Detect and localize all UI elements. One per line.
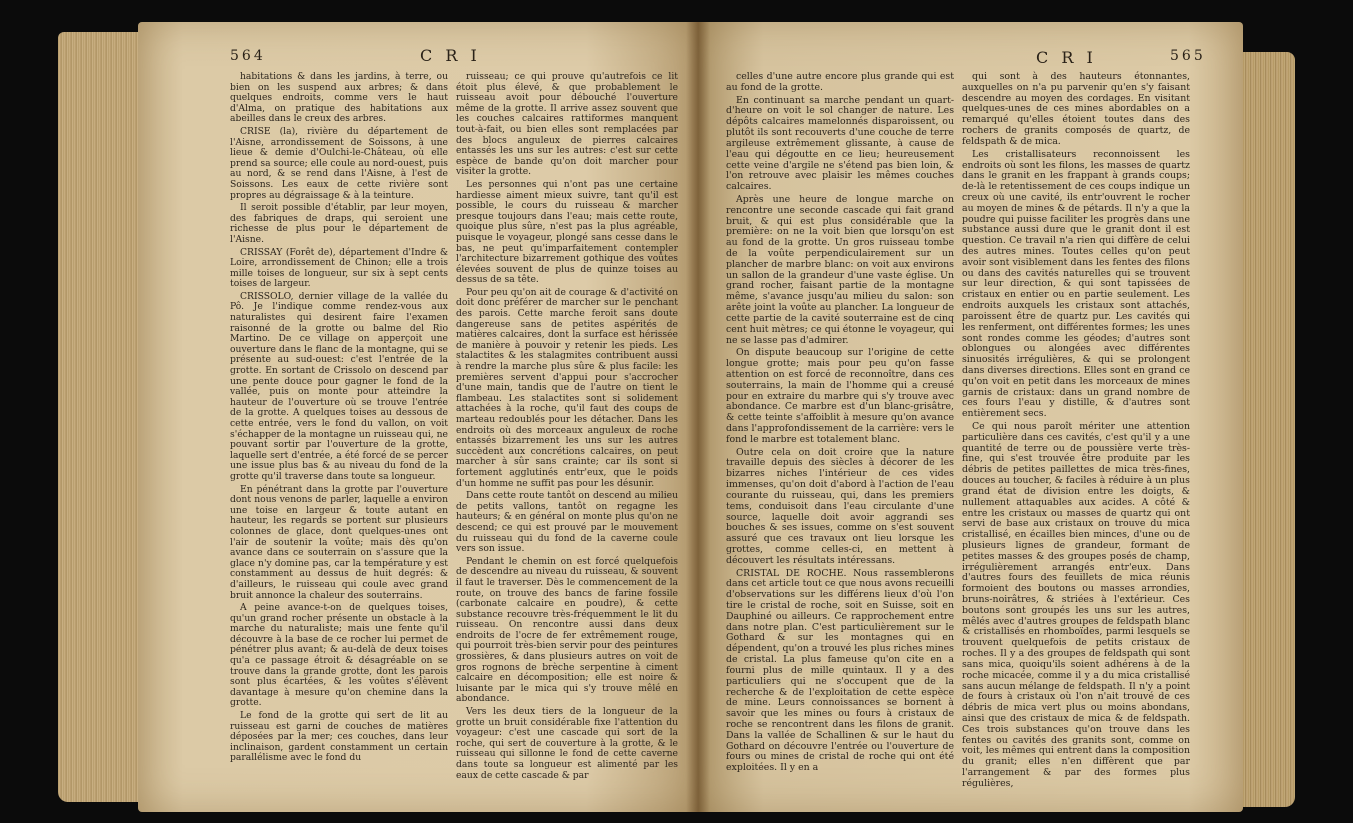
paragraph: A peine avance-t-on de quelques toises, qu'un grand rocher présente un obstacle à la marche du naturaliste; mais une fente qu'il découvre à la base de ce rocher lui permet de pénétrer plus avant; & au-delà de deux toises qu'a ce passage étroit & désagréable on se trouve dans la grande grotte, dont les parois sont plus écartées, & les voûtes s'élèvent davantage à mesure qu'on chemine dans la grotte. bbox=[230, 602, 448, 709]
paragraph: CRISE (la), rivière du département de l'Aisne, arrondissement de Soissons, à une lieue & demie d'Oulchi-le-Château, où elle prend sa source; elle coule au nord-ouest, puis au nord, & se rend dans l'Aisne, à l'est de Soissons. Les eaux de cette rivière sont propres au dégraissage & à la teinture. bbox=[230, 125, 448, 201]
left-page-header bbox=[230, 48, 680, 70]
right-page bbox=[698, 22, 1243, 812]
left-page-column-1 bbox=[230, 72, 448, 764]
paragraph: ruisseau; ce qui prouve qu'autrefois ce lit étoit plus élevé, & que probablement le ruisseau avoit pour débouché l'ouverture même de la grotte. Il arrive assez souvent que les couches calcaires rattiformes manquent tout-à-fait, ou bien elles sont remplacées par des blocs anguleux de pierres calcaires entassés les uns sur les autres: c'est sur cette espèce de bande qu'on doit marcher pour visiter la grotte. bbox=[456, 71, 678, 178]
book-gutter bbox=[686, 22, 710, 812]
paragraph: Ce qui nous paroît mériter une attention particulière dans ces cavités, c'est qu'il y a une quantité de terre ou de poussière verte très-fine, qui s'est trouvée être produite par les débris de petites paillettes de mica très-fines, douces au toucher, & faciles à réduire à un plus grand état de division entre les doigts, & nullement attaquables aux acides. A côté & entre les cristaux ou masses de quartz qui ont servi de base aux cristaux on trouve du mica cristallisé, en écailles bien minces, d'une ou de plusieurs lignes de grandeur, formant de petites masses & des groupes posés de champ, irrégulièrement arrangés entr'eux. Dans d'autres fours des feuillets de mica réunis formoient des boutons ou masses arrondies, bruns-noirâtres, & striées à l'extérieur. Ces boutons sont groupés les uns sur les autres, mêlés avec d'autres groupes de feldspath blanc & cristallisés en rhomboïdes, parmi lesquels se trouvent quelquefois de petits cristaux de roches. Il y a des groupes de feldspath qui sont sans mica, quoiqu'ils soient adhérens à de la roche micacée, comme il y a du mica cristallisé sans aucun mélange de feldspath. Il n'y a point de fours à cristaux où l'on n'ait trouvé de ces débris de mica vert plus ou moins abondans, ainsi que des cristaux de mica & de feldspath. Ces trois substances qu'on trouve dans les fentes ou cavités des granits sont, comme on voit, les mêmes qui entrent dans la composition du granit; elles n'en diffèrent que par l'arrangement & par des formes plus régulières, bbox=[962, 421, 1190, 789]
right-page-header bbox=[726, 48, 1216, 70]
page-number-right: 565 bbox=[1170, 48, 1206, 64]
left-page bbox=[138, 22, 698, 812]
right-page-column-2 bbox=[962, 72, 1190, 790]
paragraph: celles d'une autre encore plus grande qui est au fond de la grotte. bbox=[726, 71, 954, 93]
paragraph: Vers les deux tiers de la longueur de la grotte un bruit considérable fixe l'attention du voyageur: c'est une cascade qui sort de la roche, qui sert de couverture à la grotte, & le ruisseau qui sillonne le fond de cette caverne dans toute sa longueur est alimenté par les eaux de cette cascade & par bbox=[456, 706, 678, 781]
right-page-column-1 bbox=[726, 72, 954, 774]
paragraph: Dans cette route tantôt on descend au milieu de petits vallons, tantôt on regagne les hauteurs; & en général on monte plus qu'on ne descend; ce qui est prouvé par le mouvement du ruisseau qui du fond de la caverne coule vers son issue. bbox=[456, 490, 678, 555]
paragraph: CRISTAL DE ROCHE. Nous rassemblerons dans cet article tout ce que nous avons recueilli d'observations sur les différens lieux d'où l'on tire le cristal de roche, soit en Suisse, soit en Dauphiné ou ailleurs. Ce rapprochement entre dans notre plan. C'est particulièrement sur le Gothard & sur les montagnes qui en dépendent, qu'on a trouvé les plus riches mines de cristal. La plus fameuse qu'on cite en a fourni plus de mille quintaux. Il y a des particuliers qui ne s'occupent que de la recherche & de l'exploitation de cette espèce de mine. Leurs connoissances se bornent à savoir que les mines ou fours à cristaux de roche se rencontrent dans les filons de granit. Dans la vallée de Schallinen & sur le haut du Gothard on découvre l'entrée ou l'ouverture de fours ou mines de cristal de roche qui ont été exploitées. Il y en a bbox=[726, 567, 954, 774]
paragraph: Les cristallisateurs reconnoissent les endroits où sont les filons, les masses de quartz dans le granit en les frappant à grands coups; de-là le retentissement de ces coups indique un creux où une cavité, ils entr'ouvrent le rocher au moyen de mines & de pétards. Il n'y a que la poudre qui puisse faciliter les progrès dans une substance aussi dure que le granit dont il est question. Ce travail n'a rien qui diffère de celui des autres mines. Toutes celles qu'on peut avoir sont visiblement dans les fentes des filons ou dans des cavités naturelles qui se trouvent sur leur direction, & qui sont tapissées de cristaux en entier ou en partie seulement. Les endroits auxquels les cristaux sont attachés, paroissent être de quartz pur. Les cavités qui les renferment, ont différentes formes; les unes sont rondes comme les géodes; d'autres sont oblongues ou alongées avec différentes sinuosités irrégulières, & qui se prolongent dans diverses directions. Elles sont en grand ce qu'on voit en petit dans les morceaux de mines garnis de cristaux: dans un grand nombre de ces fours l'eau y distille, & d'autres sont entièrement secs. bbox=[962, 148, 1190, 420]
left-page-column-2 bbox=[456, 72, 678, 781]
paragraph: Après une heure de longue marche on rencontre une seconde cascade qui fait grand bruit, & qui est plus considérable que la première: on ne la voit bien que lorsqu'on est au fond de la grotte. Un gros ruisseau tombe de la voûte perpendiculairement sur un plancher de marbre blanc: on voit aux environs un sallon de la grandeur d'une vaste église. Un grand rocher, faisant partie de la montagne même, s'avance jusqu'au milieu du salon: son arête joint la voûte au plancher. La longueur de cette partie de la cavité souterraine est de cinq cent huit mètres; ce qui étonne le voyageur, qui ne se lasse pas d'admirer. bbox=[726, 193, 954, 346]
paragraph: CRISSOLO, dernier village de la vallée du Pô. Je l'indique comme rendez-vous aux naturalistes qui desirent faire l'examen raisonné de la grotte ou balme del Rio Martino. De ce village on apperçoit une ouverture dans le flanc de la montagne, qui se présente au sud-ouest: c'est l'entrée de la grotte. En sortant de Crissolo on descend par une pente douce pour gagner le fond de la vallée, puis on monte pour atteindre la hauteur de l'ouverture où se trouve l'entrée de la grotte. A quelques toises au dessous de cette entrée, vers le fond du vallon, on voit s'échapper de la montagne un ruisseau qui, ne pouvant sortir par l'ouverture de la grotte, laquelle sert d'entrée, a été forcé de se percer une issue plus bas & au niveau du fond de la grotte qu'il traverse dans toute sa longueur. bbox=[230, 290, 448, 482]
paragraph: Le fond de la grotte qui sert de lit au ruisseau est garni de couches de matières déposées par la mer; ces couches, dans leur inclinaison, gardent constamment un certain parallélisme avec le fond du bbox=[230, 710, 448, 764]
paragraph: En continuant sa marche pendant un quart-d'heure on voit le sol changer de nature. Les dépôts calcaires mamelonnés disparoissent, ou plutôt ils sont recouverts d'une couche de terre argileuse extrêmement glissante, à cause de l'eau qui dégoutte en ce lieu; heureusement cette veine d'argile ne s'étend pas bien loin, & l'on retrouve avec plaisir les mêmes couches calcaires. bbox=[726, 94, 954, 193]
paragraph: Pendant le chemin on est forcé quelquefois de descendre au niveau du ruisseau, & souvent il faut le traverser. Dès le commencement de la route, on trouve des bancs de farine fossile (carbonate calcaire en poudre), & cette substance recouvre très-fréquemment le lit du ruisseau. On rencontre aussi dans deux endroits de l'ocre de fer extrêmement rouge, qui pourroit très-bien servir pour des peintures grossières, & dans plusieurs autres on voit de gros rognons de brèche serpentine à ciment calcaire en décomposition; elle est noire & luisante par le mica qui s'y trouve mêlé en abondance. bbox=[456, 555, 678, 705]
open-book bbox=[58, 22, 1295, 812]
paragraph: On dispute beaucoup sur l'origine de cette longue grotte; mais pour peu qu'on fasse attention on est forcé de reconnoître, dans ces souterrains, la main de l'homme qui a creusé pour en extraire du marbre qui s'y trouve avec abondance. Ce marbre est d'un blanc-grisâtre, & cette teinte s'affoiblit à mesure qu'on avance dans l'approfondissement de la carrière: vers le fond le marbre est totalement blanc. bbox=[726, 347, 954, 445]
book-page-edges-left bbox=[58, 32, 148, 802]
paragraph: Les personnes qui n'ont pas une certaine hardiesse aiment mieux suivre, tant qu'il est possible, le cours du ruisseau & marcher presque toujours dans l'eau; mais cette route, quoique plus sûre, n'est pas la plus agréable, puisque le voyageur, plongé sans cesse dans le bas, ne peut qu'imparfaitement contempler l'architecture bizarrement gothique des voûtes élevées souvent de plus de quinze toises au dessus de sa tête. bbox=[456, 178, 678, 286]
running-head-right: C R I bbox=[1036, 48, 1097, 67]
paragraph: Outre cela on doit croire que la nature travaille depuis des siècles à décorer de les bizarres niches l'intérieur de ces vides immenses, qu'on doit d'abord à l'action de l'eau courante du ruisseau, qui, dans les premiers tems, conduisoit dans l'eau circulante d'une source, laquelle doit avoir aggrandi ses bouches & ses issues, comme on s'est souvent assuré que ces travaux ont lieu lorsque les grottes, comme celles-ci, en mettent à découvert les résultats intéressans. bbox=[726, 446, 954, 566]
paragraph: En pénétrant dans la grotte par l'ouverture dont nous venons de parler, laquelle a environ une toise en largeur & toute autant en hauteur, les regards se portent sur plusieurs colonnes de glace, dont quelques-unes ont l'air de soutenir la voûte; mais dès qu'on avance dans ce souterrain on s'assure que la glace n'y domine pas, car la température y est constamment au dessus de huit degrés: & d'ailleurs, le ruisseau qui coule avec grand bruit annonce la chaleur des souterrains. bbox=[230, 483, 448, 601]
paragraph: CRISSAY (Forêt de), département d'Indre & Loire, arrondissement de Chinon; elle a trois mille toises de longueur, sur six à sept cents toises de largeur. bbox=[230, 246, 448, 290]
running-head-left: C R I bbox=[420, 46, 481, 65]
paragraph: Pour peu qu'on ait de courage & d'activité on doit donc préférer de marcher sur le penchant des parois. Cette marche feroit sans doute dangereuse sans de petites aspérités de matières calcaires, dont la surface est hérissée de manière à pouvoir y retenir les pieds. Les stalactites & les stalagmites contribuent aussi à rendre la marche plus sûre & plus facile: les premières servent d'appui pour s'accrocher d'une main, tandis que de l'autre on tient le flambeau. Les stalactites sont si solidement attachées à la roche, qu'il faut des coups de marteau redoublés pour les détacher. Dans les endroits où des morceaux anguleux de roche entassés bizarrement les uns sur les autres succèdent aux concrétions calcaires, on peut marcher à sûr sans crainte; car ils sont si fortement agglutinés entr'eux, que le poids d'un homme ne suffit pas pour les désunir. bbox=[456, 286, 678, 489]
paragraph: qui sont à des hauteurs étonnantes, auxquelles on n'a pu parvenir qu'en s'y faisant descendre au moyen des cordages. En visitant quelques-unes de ces mines abordables on a remarqué qu'elles étoient toutes dans des rochers de granits composés de quartz, de feldspath & de mica. bbox=[962, 71, 1190, 147]
paragraph: Il seroit possible d'établir, par leur moyen, des fabriques de draps, qui seroient une richesse de plus pour le département de l'Aisne. bbox=[230, 202, 448, 245]
page-number-left: 564 bbox=[230, 48, 266, 64]
paragraph: habitations & dans les jardins, à terre, ou bien on les suspend aux arbres; & dans quelques endroits, comme vers le haut d'Alma, on pratique des habitations aux abeilles dans le creux des arbres. bbox=[230, 71, 448, 125]
